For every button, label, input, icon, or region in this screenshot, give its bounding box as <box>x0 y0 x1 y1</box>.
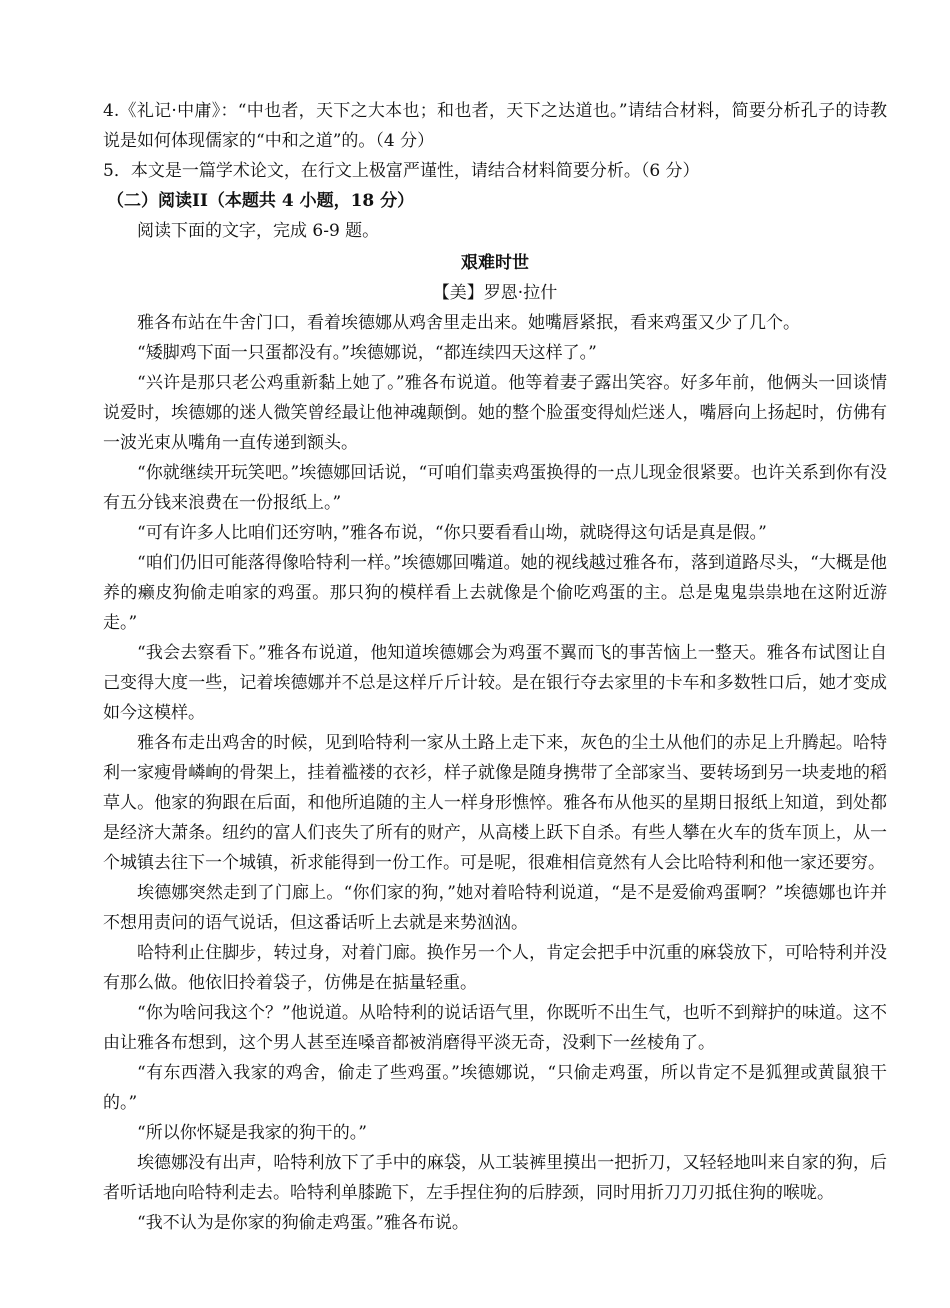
story-paragraph: “我会去察看下。”雅各布说道，他知道埃德娜会为鸡蛋不翼而飞的事苦恼上一整天。雅各布试图让自己变得大度一些，记着埃德娜并不总是这样斤斤计较。是在银行夺去家里的卡车和多数牲口后，她才变成如今这模样。 <box>103 643 887 723</box>
section-heading: （二）阅读II（本题共 4 小题，18 分） <box>107 191 415 211</box>
story-paragraph: “所以你怀疑是我家的狗干的。” <box>137 1123 367 1143</box>
story-paragraph: “兴许是那只老公鸡重新黏上她了。”雅各布说道。他等着妻子露出笑容。好多年前，他俩头一回谈情说爱时，埃德娜的迷人微笑曾经最让他神魂颠倒。她的整个脸蛋变得灿烂迷人，嘴唇向上扬起时，仿佛有一波光束从嘴角一直传递到额头。 <box>103 373 887 453</box>
story-paragraph: 埃德娜突然走到了门廊上。“你们家的狗，”她对着哈特利说道，“是不是爱偷鸡蛋啊？”埃德娜也许并不想用责问的语气说话，但这番话听上去就是来势汹汹。 <box>103 883 887 933</box>
story-paragraph: “矮脚鸡下面一只蛋都没有。”埃德娜说，“都连续四天这样了。” <box>137 343 597 363</box>
story-title: 艰难时世 <box>461 253 529 273</box>
question-5: 5．本文是一篇学术论文，在行文上极富严谨性，请结合材料简要分析。（6 分） <box>103 161 700 181</box>
story-paragraph: “可有许多人比咱们还穷呐，”雅各布说，“你只要看看山坳，就晓得这句话是真是假。” <box>137 523 767 543</box>
document-page <box>103 96 887 1238</box>
story-paragraph: “咱们仍旧可能落得像哈特利一样。”埃德娜回嘴道。她的视线越过雅各布，落到道路尽头，“大概是他养的癞皮狗偷走咱家的鸡蛋。那只狗的模样看上去就像是个偷吃鸡蛋的主。总是鬼鬼祟祟地在这附近游走。” <box>103 553 887 633</box>
story-paragraph: 埃德娜没有出声，哈特利放下了手中的麻袋，从工装裤里摸出一把折刀，又轻轻地叫来自家的狗，后者听话地向哈特利走去。哈特利单膝跪下，左手捏住狗的后脖颈，同时用折刀刀刃抵住狗的喉咙。 <box>103 1153 887 1203</box>
story-paragraph: 雅各布站在牛舍门口，看着埃德娜从鸡舍里走出来。她嘴唇紧抿，看来鸡蛋又少了几个。 <box>137 313 800 333</box>
story-paragraph: “我不认为是你家的狗偷走鸡蛋。”雅各布说。 <box>137 1213 469 1233</box>
story-paragraph: 哈特利止住脚步，转过身，对着门廊。换作另一个人，肯定会把手中沉重的麻袋放下，可哈特利并没有那么做。他依旧拎着袋子，仿佛是在掂量轻重。 <box>103 943 887 993</box>
reading-instruction: 阅读下面的文字，完成 6-9 题。 <box>137 221 380 241</box>
story-author: 【美】罗恩·拉什 <box>432 283 558 303</box>
question-4: 4.《礼记·中庸》：“中也者，天下之大本也；和也者，天下之达道也。”请结合材料，简要分析孔子的诗教说是如何体现儒家的“中和之道”的。（4 分） <box>103 101 887 151</box>
story-paragraph: “有东西潜入我家的鸡舍，偷走了些鸡蛋。”埃德娜说，“只偷走鸡蛋，所以肯定不是狐狸或黄鼠狼干的。” <box>103 1063 887 1113</box>
story-paragraph: “你为啥问我这个？”他说道。从哈特利的说话语气里，你既听不出生气，也听不到辩护的味道。这不由让雅各布想到，这个男人甚至连嗓音都被消磨得平淡无奇，没剩下一丝棱角了。 <box>103 1003 887 1053</box>
story-paragraph: 雅各布走出鸡舍的时候，见到哈特利一家从土路上走下来，灰色的尘土从他们的赤足上升腾起。哈特利一家瘦骨嶙峋的骨架上，挂着褴褛的衣衫，样子就像是随身携带了全部家当、要转场到另一块麦地的稻草人。他家的狗跟在后面，和他所追随的主人一样身形憔悴。雅各布从他买的星期日报纸上知道，到处都是经济大萧条。纽约的富人们丧失了所有的财产，从高楼上跃下自杀。有些人攀在火车的货车顶上，从一个城镇去往下一个城镇，祈求能得到一份工作。可是呢，很难相信竟然有人会比哈特利和他一家还要穷。 <box>103 733 887 873</box>
story-paragraph: “你就继续开玩笑吧。”埃德娜回话说，“可咱们靠卖鸡蛋换得的一点儿现金很紧要。也许关系到你有没有五分钱来浪费在一份报纸上。” <box>103 463 887 513</box>
